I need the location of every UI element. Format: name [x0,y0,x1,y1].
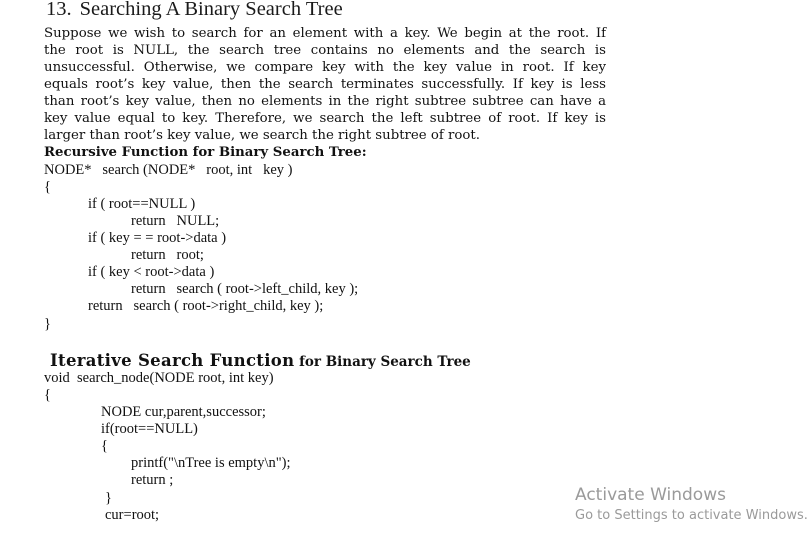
code-line: return search ( root->left_child, key ); [131,281,359,297]
section-heading [46,0,343,21]
paragraph-line: Suppose we wish to search for an element with a key. We begin at the root. If [44,26,606,41]
recursive-function-title: Recursive Function for Binary Search Tree: [44,145,367,160]
code-line: } [105,490,112,506]
section-title: Searching A Binary Search Tree [79,0,343,20]
paragraph-line: equals root’s key value, then the search terminates successfully. If key is less [44,77,606,92]
intro-paragraph [44,25,606,144]
paragraph-line: the root is NULL, the search tree contains no elements and the search is [44,43,606,58]
code-line: printf("\nTree is empty\n"); [131,455,291,471]
code-line: } [44,316,51,332]
code-line: if ( key = = root->data ) [88,230,227,246]
activation-watermark [575,485,808,523]
iterative-title-suffix: for Binary Search Tree [294,354,471,370]
code-line: NODE* search (NODE* root, int key ) [44,162,293,178]
code-line: if(root==NULL) [101,421,198,437]
code-line: NODE cur,parent,successor; [101,404,266,420]
code-line: return search ( root->right_child, key ); [88,298,324,314]
code-line: return ; [131,472,174,488]
paragraph-line: key value equal to key. Therefore, we search the left subtree of root. If key is [44,111,606,126]
code-line: cur=root; [105,507,160,523]
code-line: if ( root==NULL ) [88,196,196,212]
iterative-function-title [50,351,471,370]
section-number: 13. [46,0,72,20]
paragraph-line: than root’s key value, then no elements in the right subtree subtree can have a [44,94,606,109]
watermark-line-1: Activate Windows [575,485,726,505]
code-line: if ( key < root->data ) [88,264,215,280]
code-line: void search_node(NODE root, int key) [44,370,274,386]
watermark-line-2: Go to Settings to activate Windows. [575,508,808,523]
code-line: return root; [131,247,204,263]
code-line: return NULL; [131,213,220,229]
paragraph-line: larger than root’s key value, we search the right subtree of root. [44,128,480,143]
code-line: { [101,438,108,454]
iterative-title-main: Iterative Search Function [50,351,295,370]
code-line: { [44,387,51,403]
paragraph-line: unsuccessful. Otherwise, we compare key with the key value in root. If key [44,60,606,75]
code-line: { [44,179,51,195]
